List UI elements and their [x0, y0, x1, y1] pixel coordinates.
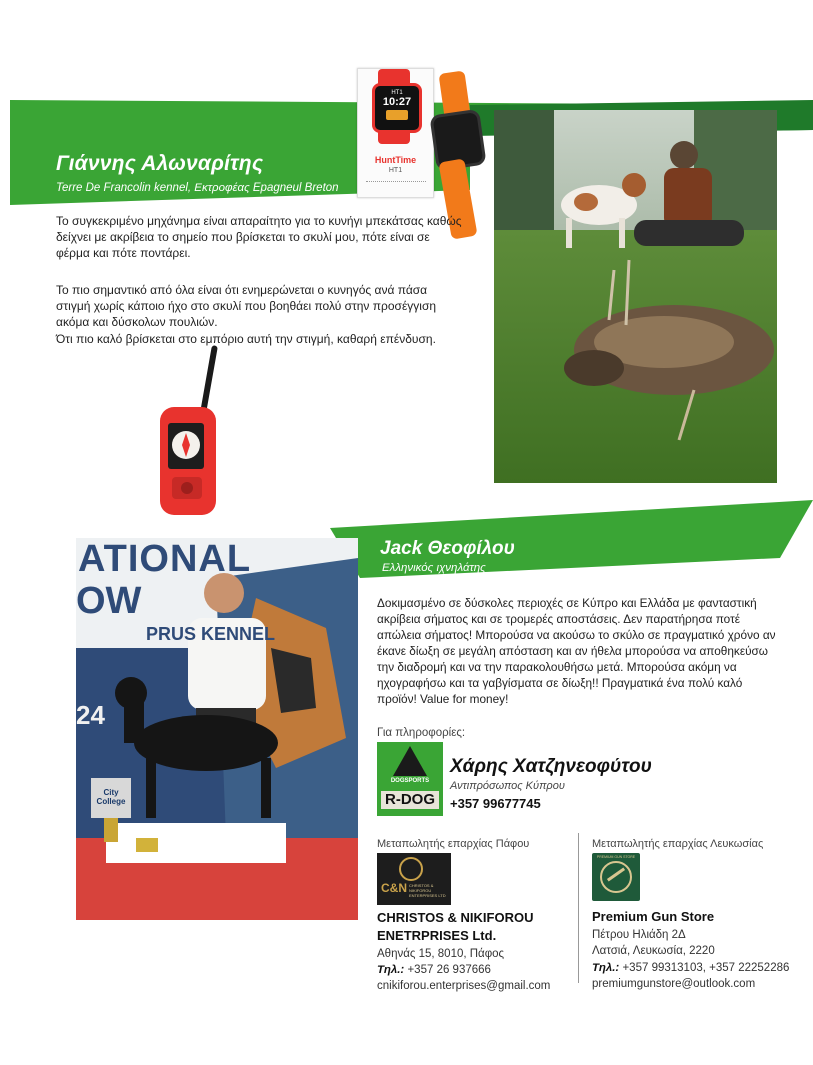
paphos-address: Αθηνάς 15, 8010, Πάφος [377, 948, 505, 960]
nicosia-label: Μεταπωλητής επαρχίας Λευκωσίας [592, 838, 764, 850]
show-banner-text-2: OW [76, 580, 142, 622]
premium-logo-text: PREMIUM GUN STORE [596, 855, 636, 859]
article2-subtitle: Ελληνικός ιχνηλάτης [382, 562, 486, 574]
watch-screen: HT1 10:27 [372, 83, 422, 133]
watch-brand: HuntTime [374, 155, 417, 165]
paphos-label: Μεταπωλητής επαρχίας Πάφου [377, 838, 530, 850]
nicosia-tel-label: Τηλ.: [592, 962, 620, 974]
info-label: Για πληροφορίες: [377, 727, 466, 739]
dogsports-logo-text: DOGSPORTS [390, 778, 430, 784]
nicosia-email[interactable]: premiumgunstore@outlook.com [592, 978, 756, 990]
rdog-logo-text: R-DOG [381, 791, 439, 809]
watch-time: 10:27 [382, 96, 412, 108]
dogsports-rdog-logo [377, 742, 443, 816]
contact-phone[interactable]: +357 99677745 [450, 796, 541, 811]
paphos-name-line1: CHRISTOS & NIKIFOROU [377, 910, 534, 925]
show-banner-text-3: PRUS KENNEL [146, 624, 276, 644]
show-banner-text-1: ATIONAL [78, 538, 252, 580]
article2-paragraph: Δοκιμασμένο σε δύσκολες περιοχές σε Κύπρο και Ελλάδα με φανταστική ακρίβεια σήματος και σε τρομερές αποστάσεις. Δεν παρατήρησα ποτέ απώλεια σήματος! Μπορούσα να ακούσω το σκύλο σε πραγματικό χρόνο αν έκανε δίωξη σε μεγάλη απόσταση και αν ήθελα μπορούσα να αποθηκεύσω την διαδρομή και να την παρακολουθήσω μετά. Μπορούσα ακόμη να ηχογραφήσω και τα γαβγίσματα σε δίωξη!! Πραγματικά ένα πολύ καλό προϊόν! Value for money! [377, 596, 776, 706]
nicosia-tel[interactable]: +357 99313103, +357 22252286 [622, 962, 790, 974]
article1-paragraph1: Το συγκεκριμένο μηχάνημα είναι απαραίτητο για το κυνήγι μπεκάτσας καθώς δείχνει με ακρίβεια το σημείο που βρίσκεται το σκυλί μου, πότε είναι σε φέρμα και πότε ποντάρει. [56, 214, 462, 260]
paphos-tel[interactable]: +357 26 937666 [407, 964, 491, 976]
article1-subtitle: Terre De Francolin kennel, Εκτροφέας Epagneul Breton [56, 182, 339, 194]
cn-logo-caption: CHRISTOS & NIKIFOROU ENTERPRISES LTD [409, 883, 446, 898]
paphos-name-line2: ENETRPRISES Ltd. [377, 928, 497, 943]
cn-logo-text: C&N [381, 881, 407, 895]
paphos-tel-label: Τηλ.: [377, 964, 405, 976]
article1-paragraph2: Το πιο σημαντικό από όλα είναι ότι ενημερώνεται ο κυνηγός ανά πάσα στιγμή χωρίς κάποιο ήχο στο σκυλί που βοηθάει πολύ στην προσέγγιση ακόμα και δύσκολων πουλιών. [56, 283, 437, 329]
paphos-email[interactable]: cnikiforou.enterprises@gmail.com [377, 980, 551, 992]
nicosia-address2: Λατσιά, Λευκωσία, 2220 [592, 945, 715, 957]
sponsor-sign: City College [96, 788, 126, 806]
cn-logo [377, 853, 451, 905]
reseller-divider [578, 833, 579, 983]
watch-model: HT1 [388, 167, 403, 174]
show-banner-number: 24 [76, 700, 105, 730]
watch-product-box [357, 68, 434, 198]
contact-role: Αντιπρόσωπος Κύπρου [450, 780, 565, 792]
contact-name: Χάρης Χατζηνεοφύτου [450, 756, 652, 777]
article2-name: Jack Θεοφίλου [380, 538, 515, 559]
article1-name: Γιάννης Αλωναρίτης [56, 152, 264, 175]
hunting-photo [494, 110, 777, 483]
gps-handheld-device [150, 345, 235, 520]
nicosia-tel-row [592, 960, 789, 976]
article1-paragraph3: Ότι πιο καλό βρίσκεται στο εμπόριο αυτή την στιγμή, καθαρή επένδυση. [56, 332, 436, 346]
paphos-tel-row [377, 962, 491, 978]
nicosia-address1: Πέτρου Ηλιάδη 2Δ [592, 929, 686, 941]
premium-gun-store-logo [592, 853, 640, 901]
nicosia-name: Premium Gun Store [592, 909, 715, 924]
dog-show-photo [76, 538, 358, 920]
